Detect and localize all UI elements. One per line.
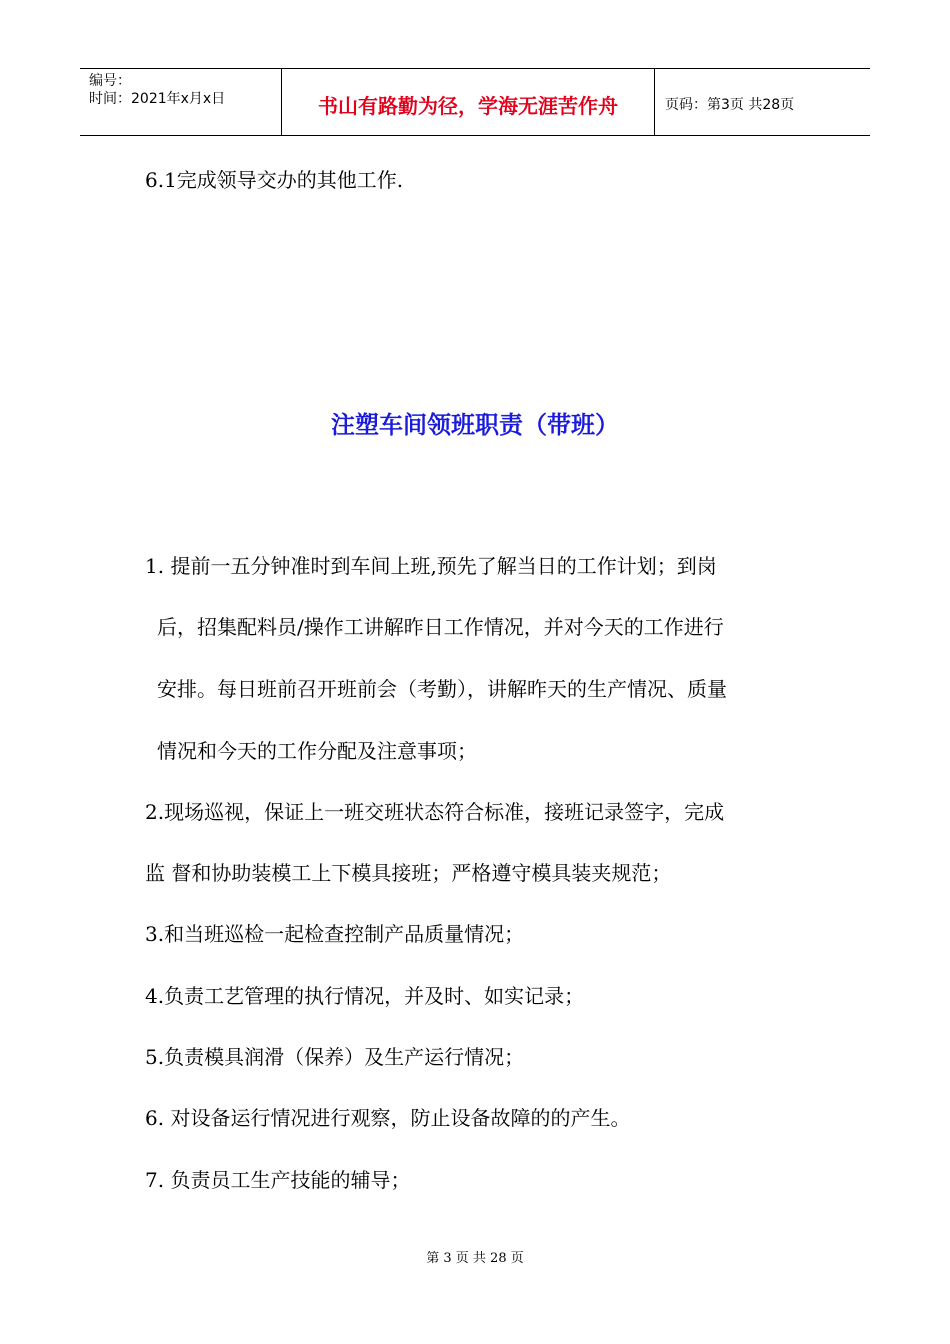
duty-line: 5.负责模具润滑（保养）及生产运行情况； (145, 1045, 525, 1069)
duty-line: 6. 对设备运行情况进行观察，防止设备故障的的产生。 (145, 1106, 631, 1130)
document-time-label: 时间：2021年x月x日 (89, 91, 226, 107)
duty-line: 安排。每日班前召开班前会（考勤），讲解昨天的生产情况、质量 (157, 677, 727, 701)
page-footer: 第 3 页 共 28 页 (426, 1251, 524, 1266)
duty-line: 4.负责工艺管理的执行情况，并及时、如实记录； (145, 984, 585, 1008)
document-number-label: 编号： (89, 73, 131, 89)
duty-line: 2.现场巡视，保证上一班交班状态符合标准，接班记录签字，完成 (145, 800, 725, 824)
duty-line: 情况和今天的工作分配及注意事项； (157, 739, 477, 763)
document-header (80, 68, 870, 136)
intro-line: 6.1完成领导交办的其他工作. (145, 168, 404, 192)
header-page-label: 页码：第3页 共28页 (665, 97, 795, 113)
duty-line: 3.和当班巡检一起检查控制产品质量情况； (145, 922, 525, 946)
duty-line: 监 督和协助装模工上下模具接班；严格遵守模具装夹规范； (145, 861, 672, 885)
duty-line: 后，招集配料员/操作工讲解昨日工作情况，并对今天的工作进行 (157, 615, 724, 639)
duty-line: 1. 提前一五分钟准时到车间上班,预先了解当日的工作计划；到岗 (145, 554, 717, 578)
duty-line: 7. 负责员工生产技能的辅导； (145, 1168, 411, 1192)
section-title: 注塑车间领班职责（带班） (331, 411, 619, 439)
header-meta-cell (80, 69, 282, 135)
header-motto: 书山有路勤为径，学海无涯苦作舟 (282, 69, 655, 135)
